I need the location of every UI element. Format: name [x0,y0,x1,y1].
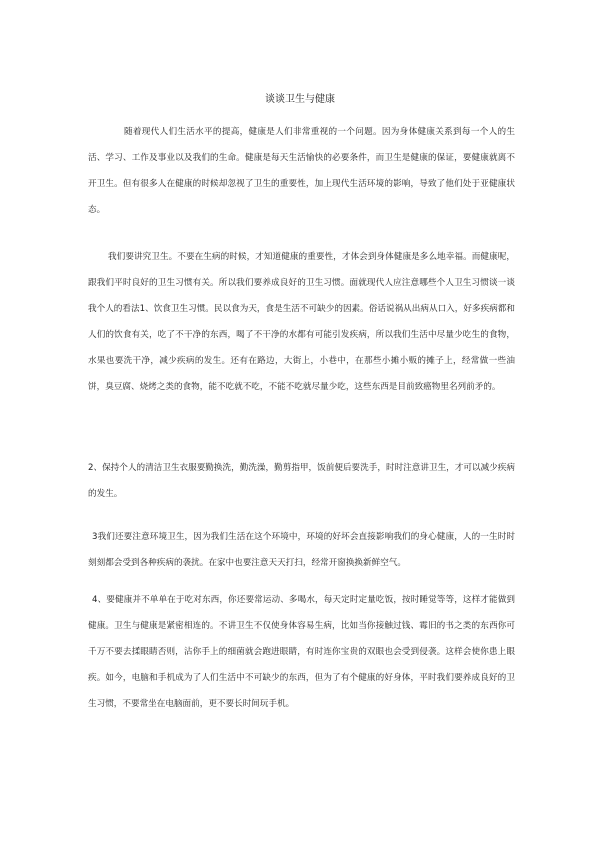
paragraph-exercise-and-habits: 4、要健康并不单单在于吃对东西，你还要常运动、多喝水，每天定时定量吃饭，按时睡觉等等，这样才能做到健康。卫生与健康是紧密相连的。不讲卫生不仅使身体容易生病，比如当你接触过钱、霉旧的书之类的东西你可千万不要去揉眼睛否则，沾你手上的细菌就会跑进眼睛，有时连你宝贵的双眼也会受到侵袭。这样会使你患上眼疾。如今，电脑和手机成为了人们生活中不可缺少的东西，但为了有个健康的好身体，平时我们要养成良好的卫生习惯，不要常坐在电脑面前，更不要长时间玩手机。 [88,595,515,709]
document-title: 谈谈卫生与健康 [265,94,335,105]
paragraph-intro: 随着现代人们生活水平的提高，健康是人们非常重视的一个问题。因为身体健康关系到每一个人的生活、学习、工作及事业以及我们的生命。健康是每天生活愉快的必要条件，而卫生是健康的保证，要健康就离不开卫生。但有很多人在健康的时候却忽视了卫生的重要性，加上现代生活环境的影响，导致了他们处于亚健康状态。 [88,127,515,215]
paragraph-environment-hygiene: 3我们还要注意环境卫生，因为我们生活在这个环境中，环境的好坏会直接影响我们的身心健康，人的一生时时刻刻都会受到各种疾病的袭扰。在家中也要注意天天打扫，经常开窗换换新鲜空气。 [88,532,515,568]
paragraph-hygiene-habits: 我们要讲究卫生。不要在生病的时候，才知道健康的重要性，才体会到身体健康是多么地幸福。而健康呢，跟我们平时良好的卫生习惯有关。所以我们要养成良好的卫生习惯。面就现代人应注意哪些个人卫生习惯谈一谈我个人的看法1、饮食卫生习惯。民以食为天，食是生活不可缺少的因素。俗话说祸从出病从口入，好多疾病都和人们的饮食有关，吃了不干净的东西，喝了不干净的水都有可能引发疾病，所以我们生活中尽量少吃生的食物，水果也要洗干净，减少疾病的发生。还有在路边，大街上，小巷中，在那些小摊小贩的摊子上，经常做一些油饼，臭豆腐、烧烤之类的食物，能不吃就不吃，不能不吃就尽量少吃，这些东西是目前致癌物里名列前矛的。 [88,252,515,392]
paragraph-personal-cleanliness: 2、保持个人的清洁卫生衣服要勤换洗，勤洗澡，勤剪指甲，饭前便后要洗手，时时注意讲卫生，才可以减少疾病的发生。 [88,463,515,499]
